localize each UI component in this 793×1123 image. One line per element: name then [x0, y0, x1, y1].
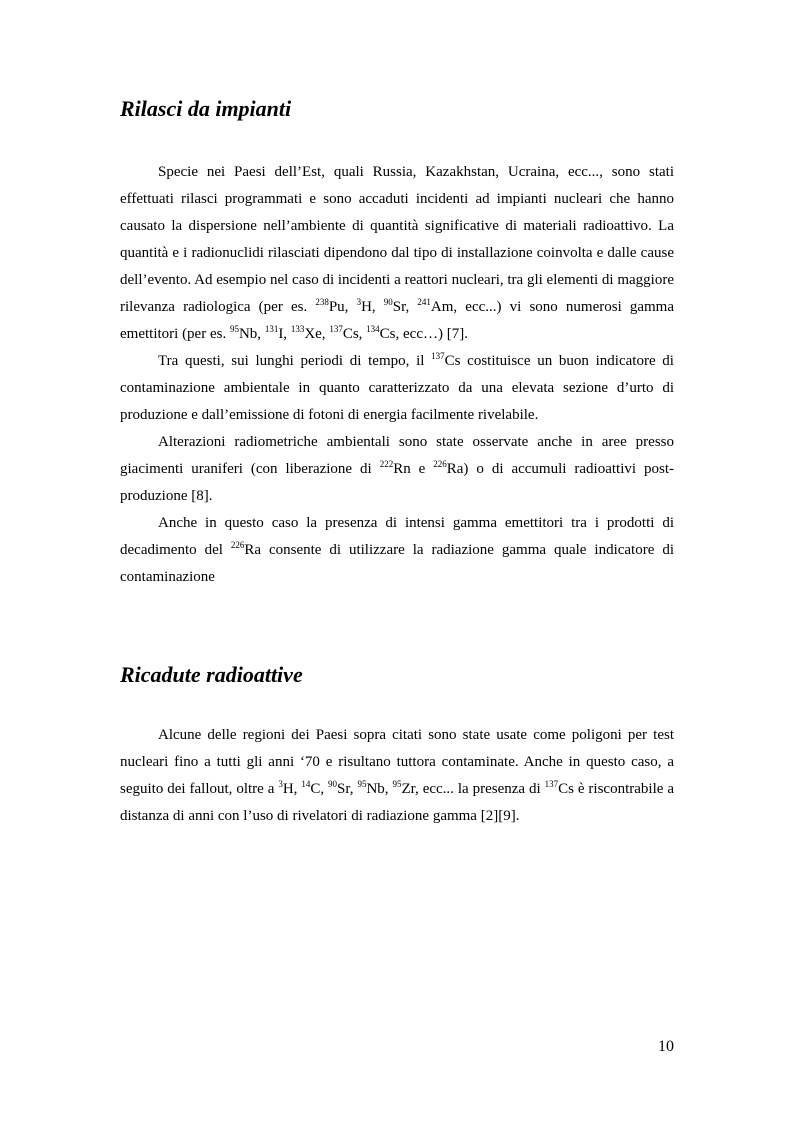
text-run: Rn e: [393, 461, 434, 477]
superscript: 238: [315, 297, 329, 307]
superscript: 137: [329, 324, 343, 334]
text-run: Pu,: [328, 299, 357, 315]
superscript: 241: [417, 297, 431, 307]
text-run: Am, ecc...) vi sono numerosi gamma emettitori (per es.: [120, 299, 675, 342]
superscript: 3: [278, 779, 283, 789]
superscript: 137: [431, 351, 445, 361]
text-run: Tra questi, sui lunghi periodi di tempo, il: [158, 353, 432, 369]
superscript: 14: [301, 779, 311, 789]
text-run: I,: [278, 326, 291, 342]
text-run: Cs costituisce un buon indicatore di contaminazione ambientale in quanto caratterizzato da una elevata sezione d’urto di produzione e dall’emissione di fotoni di energia facilmente rivelabile.: [120, 353, 674, 423]
text-run: Sr,: [392, 299, 418, 315]
paragraph-5: [120, 722, 674, 830]
superscript: 90: [383, 297, 393, 307]
superscript: 226: [433, 459, 447, 469]
text-run: Alterazioni radiometriche ambientali sono state osservate anche in aree presso giacimenti uraniferi (con liberazione di: [120, 434, 674, 477]
text-run: Ra) o di accumuli radioattivi post-produzione [8].: [120, 461, 674, 504]
superscript: 131: [264, 324, 279, 334]
text-run: Nb,: [366, 781, 393, 797]
heading-rilasci-da-impianti: Rilasci da impianti: [120, 96, 292, 121]
superscript: 95: [357, 779, 367, 789]
text-run: C,: [310, 781, 329, 797]
paragraph-4: [120, 510, 674, 591]
section-rilasci-body: [120, 159, 674, 591]
text-run: Ra consente di utilizzare la radiazione gamma quale indicatore di contaminazione: [120, 542, 674, 585]
superscript: 3: [356, 297, 362, 307]
heading-ricadute-radioattive: Ricadute radioattive: [120, 662, 303, 687]
text-run: Sr,: [337, 781, 358, 797]
text-run: H,: [361, 299, 384, 315]
superscript: 95: [392, 779, 402, 789]
superscript: 222: [379, 459, 394, 469]
text-run: Cs, ecc…) [7].: [379, 326, 468, 342]
superscript: 226: [230, 540, 245, 550]
text-run: Specie nei Paesi dell’Est, quali Russia, Kazakhstan, Ucraina, ecc..., sono stati effettuati rilasci programmati e sono accaduti incidenti ad impianti nucleari che hanno causato la dispersione nell’ambiente di quantità significative di materiali radioattivo. La quantità e i radionuclidi rilasciati dipendono dal tipo di installazione coinvolta e dalle cause dell’evento. Ad esempio nel caso di incidenti a reattori nucleari, tra gli elementi di maggiore rilevanza radiologica (per es.: [120, 164, 674, 315]
text-run: Alcune delle regioni dei Paesi sopra citati sono state usate come poligoni per test nucleari fino a tutti gli anni ‘70 e risultano tuttora contaminate. Anche in questo caso, a seguito dei fallout, oltre a: [120, 727, 674, 797]
paragraph-1: [120, 159, 674, 348]
text-run: Xe,: [304, 326, 330, 342]
paragraph-2: [120, 348, 674, 429]
superscript: 95: [229, 324, 239, 334]
text-run: Cs,: [342, 326, 367, 342]
superscript: 134: [366, 324, 380, 334]
text-run: Nb,: [238, 326, 265, 342]
text-run: H,: [282, 781, 302, 797]
superscript: 133: [290, 324, 305, 334]
superscript: 137: [544, 779, 559, 789]
superscript: 90: [328, 779, 338, 789]
text-run: Zr, ecc... la presenza di: [401, 781, 545, 797]
section-ricadute-body: [120, 722, 674, 830]
text-run: Cs è riscontrabile a distanza di anni con l’uso di rivelatori di radiazione gamma [2][9].: [120, 781, 674, 824]
text-run: Anche in questo caso la presenza di intensi gamma emettitori tra i prodotti di decadimento del: [120, 515, 674, 558]
page-number: 10: [658, 1038, 674, 1055]
paragraph-3: [120, 429, 674, 510]
